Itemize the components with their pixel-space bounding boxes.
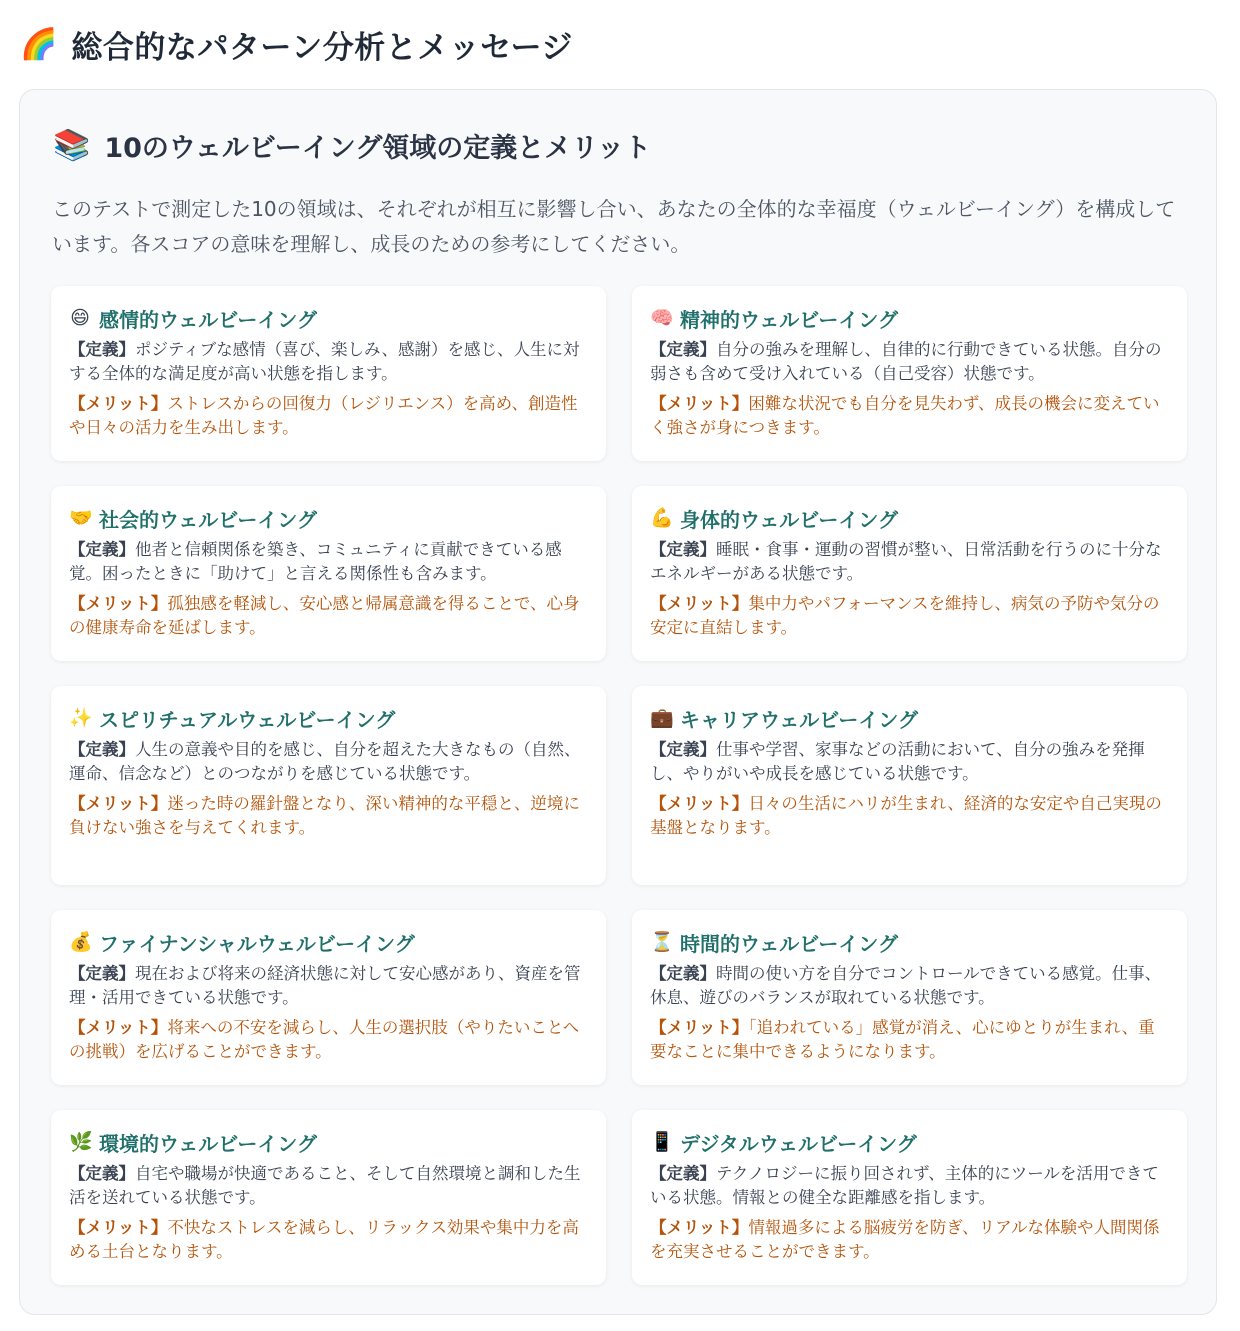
- brain-icon: 🧠: [650, 307, 674, 329]
- card-environmental: [51, 1110, 606, 1285]
- card-digital: [632, 1110, 1187, 1285]
- card-merit: 【メリット】集中力やパフォーマンスを維持し、病気の予防や気分の安定に直結します。: [650, 594, 1160, 637]
- card-merit: 【メリット】不快なストレスを減らし、リラックス効果や集中力を高める土台となります。: [69, 1218, 579, 1261]
- wellbeing-domains-panel: [19, 89, 1217, 1315]
- card-merit: 【メリット】情報過多による脳疲労を防ぎ、リアルな体験や人間関係を充実させることができます。: [650, 1218, 1160, 1261]
- card-definition: 【定義】テクノロジーに振り回されず、主体的にツールを活用できている状態。情報との健全な距離感を指します。: [650, 1164, 1159, 1207]
- herb-icon: 🌿: [69, 1131, 93, 1153]
- card-career: [632, 686, 1187, 885]
- card-merit: 【メリット】迷った時の羅針盤となり、深い精神的な平穏と、逆境に負けない強さを与えてくれます。: [69, 794, 580, 837]
- card-definition: 【定義】現在および将来の経済状態に対して安心感があり、資産を管理・活用できている状態です。: [69, 964, 581, 1007]
- card-title: 身体的ウェルビーイング: [680, 508, 898, 532]
- card-definition: 【定義】時間の使い方を自分でコントロールできている感覚。仕事、休息、遊びのバランスが取れている状態です。: [650, 964, 1162, 1007]
- card-title: キャリアウェルビーイング: [680, 708, 918, 732]
- card-title: スピリチュアルウェルビーイング: [99, 708, 396, 732]
- card-social: [51, 486, 606, 661]
- sparkles-icon: ✨: [69, 707, 93, 729]
- card-title: デジタルウェルビーイング: [680, 1132, 917, 1156]
- money-bag-icon: 💰: [69, 931, 93, 953]
- page-header: [20, 22, 573, 67]
- handshake-icon: 🤝: [69, 507, 93, 529]
- card-physical: [632, 486, 1187, 661]
- smiling-face-icon: 😄: [70, 307, 90, 329]
- flexed-biceps-icon: 💪: [650, 507, 674, 529]
- card-definition: 【定義】自宅や職場が快適であること、そして自然環境と調和した生活を送れている状態です。: [69, 1164, 581, 1207]
- section-header: [53, 126, 651, 165]
- card-merit: 【メリット】困難な状況でも自分を見失わず、成長の機会に変えていく強さが身につきます。: [650, 394, 1160, 437]
- card-merit: 【メリット】ストレスからの回復力（レジリエンス）を高め、創造性や日々の活力を生み出します。: [69, 394, 578, 437]
- card-definition: 【定義】他者と信頼関係を築き、コミュニティに貢献できている感覚。困ったときに「助けて」と言える関係性も含みます。: [69, 540, 562, 583]
- section-intro: このテストで測定した10の領域は、それぞれが相互に影響し合い、あなたの全体的な幸福度（ウェルビーイング）を構成しています。各スコアの意味を理解し、成長のための参考にしてください。: [52, 197, 1176, 256]
- card-definition: 【定義】自分の強みを理解し、自律的に行動できている状態。自分の弱さも含めて受け入れている（自己受容）状態です。: [650, 340, 1162, 383]
- mobile-phone-icon: 📱: [650, 1131, 674, 1153]
- card-title: 社会的ウェルビーイング: [99, 508, 317, 532]
- card-mental: [632, 286, 1187, 461]
- card-time: [632, 910, 1187, 1085]
- page-title: 総合的なパターン分析とメッセージ: [71, 30, 573, 66]
- card-title: 感情的ウェルビーイング: [99, 308, 317, 332]
- card-title: 精神的ウェルビーイング: [680, 308, 898, 332]
- card-merit: 【メリット】日々の生活にハリが生まれ、経済的な安定や自己実現の基盤となります。: [650, 794, 1162, 837]
- books-icon: 📚: [53, 127, 91, 163]
- card-merit: 【メリット】「追われている」感覚が消え、心にゆとりが生まれ、重要なことに集中できるようになります。: [650, 1018, 1155, 1061]
- card-title: ファイナンシャルウェルビーイング: [99, 932, 415, 956]
- card-definition: 【定義】人生の意義や目的を感じ、自分を超えた大きなもの（自然、運命、信念など）とのつながりを感じている状態です。: [69, 740, 581, 783]
- card-merit: 【メリット】将来への不安を減らし、人生の選択肢（やりたいことへの挑戦）を広げることができます。: [69, 1018, 580, 1061]
- briefcase-icon: 💼: [650, 707, 674, 729]
- card-definition: 【定義】睡眠・食事・運動の習慣が整い、日常活動を行うのに十分なエネルギーがある状態です。: [650, 540, 1162, 583]
- card-definition: 【定義】ポジティブな感情（喜び、楽しみ、感謝）を感じ、人生に対する全体的な満足度が高い状態を指します。: [69, 340, 580, 383]
- card-definition: 【定義】仕事や学習、家事などの活動において、自分の強みを発揮し、やりがいや成長を感じている状態です。: [650, 740, 1145, 783]
- card-spiritual: [51, 686, 606, 885]
- card-emotional: [51, 286, 606, 461]
- card-merit: 【メリット】孤独感を軽減し、安心感と帰属意識を得ることで、心身の健康寿命を延ばします。: [69, 594, 580, 637]
- card-financial: [51, 910, 606, 1085]
- hourglass-icon: ⏳: [650, 931, 674, 953]
- card-title: 環境的ウェルビーイング: [99, 1132, 317, 1156]
- card-title: 時間的ウェルビーイング: [680, 932, 898, 956]
- section-title: 10のウェルビーイング領域の定義とメリット: [104, 133, 652, 164]
- rainbow-icon: 🌈: [20, 26, 58, 62]
